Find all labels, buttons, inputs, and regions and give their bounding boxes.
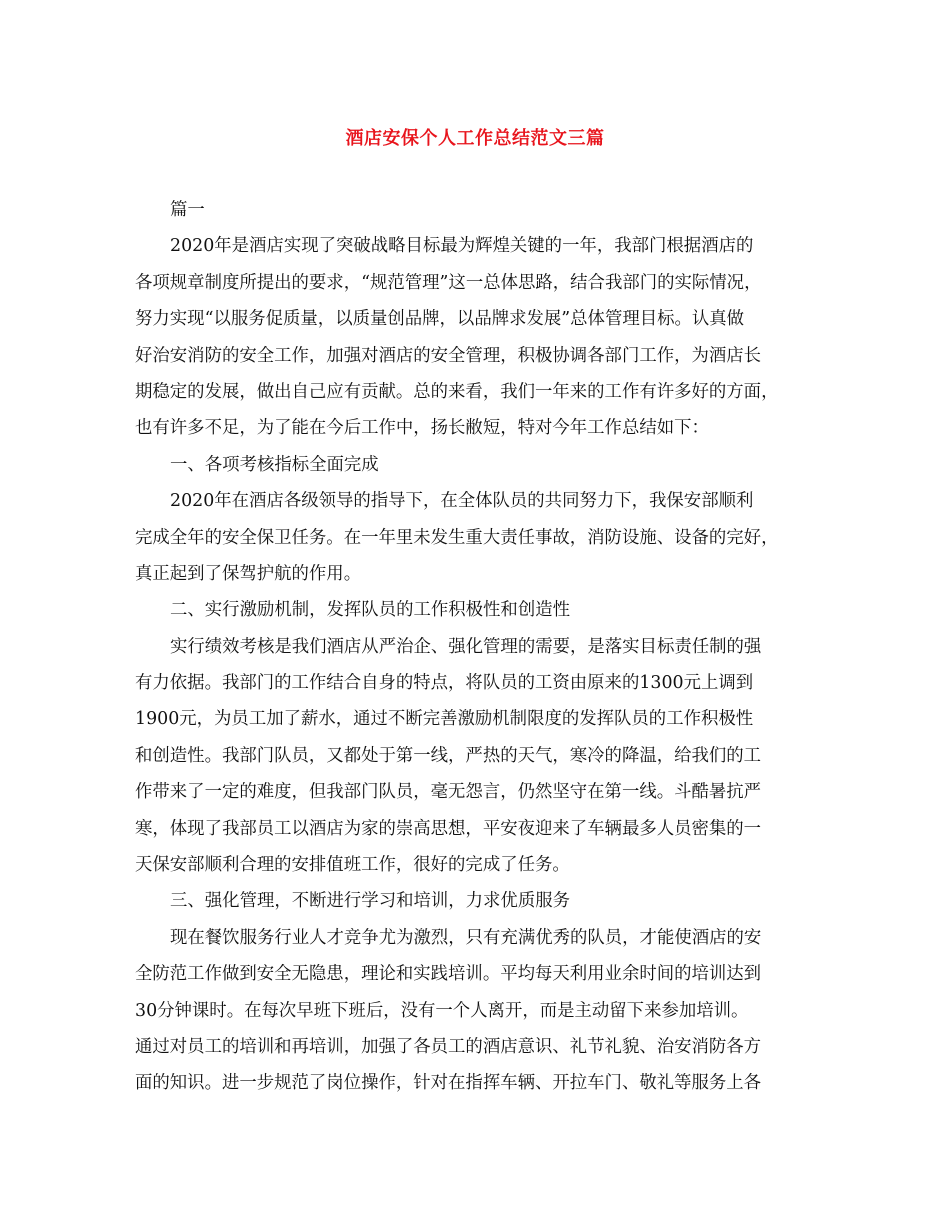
document-body xyxy=(135,192,825,1102)
body-text-line: 各项规章制度所提出的要求，“规范管理”这一总体思路，结合我部门的实际情况， xyxy=(135,272,762,293)
body-text-line: 2020年是酒店实现了突破战略目标最为辉煌关键的一年，我部门根据酒店的 xyxy=(170,236,754,257)
body-text-line: 有力依据。我部门的工作结合自身的特点，将队员的工资由原来的1300元上调到 xyxy=(135,673,754,694)
body-text-line: 一、各项考核指标全面完成 xyxy=(170,454,379,475)
body-text-line: 三、强化管理，不断进行学习和培训，力求优质服务 xyxy=(170,891,570,912)
body-text-line: 通过对员工的培训和再培训，加强了各员工的酒店意识、礼节礼貌、治安消防各方 xyxy=(135,1036,762,1057)
body-text-line: 2020年在酒店各级领导的指导下，在全体队员的共同努力下，我保安部顺利 xyxy=(170,491,754,512)
body-text-line: 和创造性。我部门队员，又都处于第一线，严热的天气，寒冷的降温，给我们的工 xyxy=(135,745,762,766)
body-text-line: 1900元，为员工加了薪水，通过不断完善激励机制限度的发挥队员的工作积极性 xyxy=(135,709,754,730)
body-text-line: 全防范工作做到安全无隐患，理论和实践培训。平均每天利用业余时间的培训达到 xyxy=(135,964,762,985)
body-text-line: 也有许多不足，为了能在今后工作中，扬长敝短，特对今年工作总结如下： xyxy=(135,418,709,439)
body-text-line: 好治安消防的安全工作，加强对酒店的安全管理，积极协调各部门工作，为酒店长 xyxy=(135,345,762,366)
body-text-line: 真正起到了保驾护航的作用。 xyxy=(135,563,362,584)
body-text-line: 努力实现“以服务促质量，以质量创品牌，以品牌求发展”总体管理目标。认真做 xyxy=(135,309,745,330)
body-text-line: 现在餐饮服务行业人才竞争尤为激烈，只有充满优秀的队员，才能使酒店的安 xyxy=(170,927,762,948)
body-text-line: 实行绩效考核是我们酒店从严治企、强化管理的需要，是落实目标责任制的强 xyxy=(170,636,762,657)
body-text-line: 寒，体现了我部员工以酒店为家的崇高思想，平安夜迎来了车辆最多人员密集的一 xyxy=(135,818,762,839)
body-text-line: 作带来了一定的难度，但我部门队员，毫无怨言，仍然坚守在第一线。斗酷暑抗严 xyxy=(135,782,762,803)
body-text-line: 期稳定的发展，做出自己应有贡献。总的来看，我们一年来的工作有许多好的方面， xyxy=(135,381,779,402)
body-text-line: 天保安部顺利合理的安排值班工作，很好的完成了任务。 xyxy=(135,855,570,876)
body-text-line: 面的知识。进一步规范了岗位操作，针对在指挥车辆、开拉车门、敬礼等服务上各 xyxy=(135,1073,762,1094)
body-text-line: 完成全年的安全保卫任务。在一年里未发生重大责任事故，消防设施、设备的完好， xyxy=(135,527,779,548)
document-title: 酒店安保个人工作总结范文三篇 xyxy=(345,128,605,149)
body-text-line: 篇一 xyxy=(170,200,205,220)
body-text-line: 二、实行激励机制，发挥队员的工作积极性和创造性 xyxy=(170,600,570,621)
body-text-line: 30分钟课时。在每次早班下班后，没有一个人离开，而是主动留下来参加培训。 xyxy=(135,1000,749,1021)
